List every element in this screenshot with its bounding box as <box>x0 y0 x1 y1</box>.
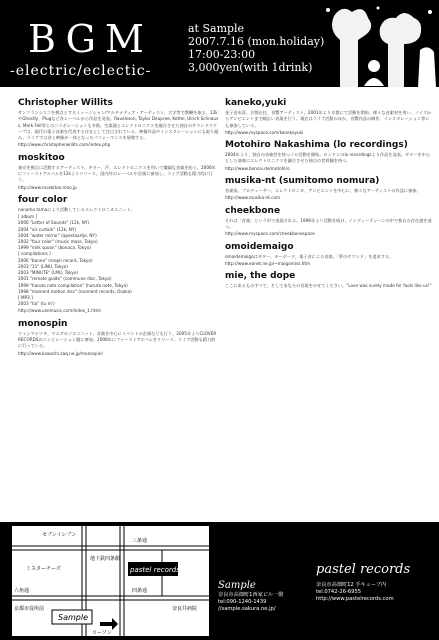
footer <box>0 522 439 640</box>
artist-bio: 東京を拠点に活動するアーティスト。ギター、声、エレクトロニクスを用いて繊細な音楽を紡ぐ。2006年にファーストアルバムを12kよりリリース。国内外のレーベルや企画に参加し、ライブ活動も精力的に行う。 <box>18 164 216 183</box>
map-label: ミスターチーズ <box>26 566 61 572</box>
artist-url: http://www.christopherwillits.com/index.php <box>18 142 111 148</box>
artist-url: http://www.musika-nt.com <box>225 195 281 201</box>
artist-block <box>225 271 433 289</box>
artist-name: monospin <box>18 318 68 329</box>
map-label: 四条通 <box>132 588 148 594</box>
artist-name: cheekbone <box>225 205 281 216</box>
event-subtitle: -electric/eclectic- <box>10 63 152 79</box>
artist-url: http://www.eonet.ne.jp/~maigomiss.htm <box>225 260 311 266</box>
venue-map <box>12 526 209 636</box>
artist-block <box>225 140 433 172</box>
list-item: 2002 "four color" (music mass, Tokyo) <box>18 239 98 245</box>
artist-name: omoidemaigo <box>225 241 294 252</box>
label-address: 奈良市高畑町12 手キューブ内 <box>316 582 387 588</box>
artist-bio: サンフランシスコを拠点とするミュージシャン/マルチメディア・アーティスト。大学等で教鞭を取る。12kやGhostly、Plugなど各レーベルから作品を発表。Rauelsson, Taylor Deupree, Kettel, Ulrich Schnauss, Mark Fell等とのコラボレーションも多数。生楽器とエレクトロニクスを融合させた独自のサウンドスケープは、現代の電子音楽を代表する存在として注目されている。映像作品やインスタレーションにも取り組み、ライブでは音と映像が一体となったパフォーマンスを展開する。 <box>18 110 219 141</box>
event-venue: at Sample <box>188 22 245 35</box>
artist-bio: ウミシマナツキ、マエダのソロユニット。音楽を中心にイベントの企画なども行う。2005年よりCLOVER RECORDSのコンピレーション盤に参加。2006年にファーストアルバムをリリース。ライブ活動も精力的に行っている。 <box>18 330 217 349</box>
artist-url: http://www.myspace.com/cheekbonespace <box>225 231 315 237</box>
event-date: 2007.7.16 (mon.holiday) <box>188 35 325 48</box>
venue-tel: tel:090-1240-1439 <box>218 599 267 606</box>
map-label: 六角通 <box>14 588 30 594</box>
artist-name: musika-nt (sumitomo nomura) <box>225 176 380 187</box>
list-item: 1998 "moment motion disc" (moment records, Osaka) <box>18 288 132 294</box>
artist-bio: 音楽家。プロデューサー。エレクトロニカ、アンビエントを中心に、様々なアーティストの作品に参加。 <box>225 188 421 194</box>
label-url[interactable]: http://www.pastelrecords.com <box>316 596 394 603</box>
artist-block <box>18 98 219 149</box>
list-item: 2006 "bonne" (moph record, Tokyo) <box>18 257 93 263</box>
artist-url: http://www.kawachi.zaq.ne.jp/monospin/ <box>18 350 103 356</box>
artist-block <box>18 153 219 191</box>
left-column <box>18 94 219 357</box>
map-label: pastel records <box>130 566 180 574</box>
arrow-icon <box>100 618 118 630</box>
label-name: pastel records <box>316 562 411 577</box>
list-item: [ compilations ] <box>18 251 51 257</box>
map-label: ローソン <box>92 630 112 636</box>
artist-block <box>18 319 219 357</box>
list-item: 2003 "tia" (tu m') <box>18 301 55 307</box>
map-label: 京都市役所前 <box>14 606 45 612</box>
label-details <box>316 582 394 604</box>
event-title: BGM <box>28 17 153 61</box>
venue-name: Sample <box>218 580 256 591</box>
artist-url: http://www.bonsai.de/motohiro <box>225 165 290 171</box>
artist-name: mie, the dope <box>225 271 296 282</box>
label-tel: tel.0742-26-6955 <box>316 589 362 596</box>
artist-bio: ここにあるものすべて、そしてあなたの音楽をのせてください。"Love was surely made for fools like us!" <box>225 283 432 289</box>
artist-url: http://www.usnmusic.com/index_1.html <box>18 308 101 314</box>
artist-block <box>18 195 219 315</box>
map-drawing <box>12 526 209 636</box>
artist-bio: omoidemaigoはギター、キーボード、電子音による音楽。「夢のサウンド」を追求する。 <box>225 253 394 259</box>
artist-bio: 金子由布喜。京都在住。音響アーティスト。2001年より京都にて活動を開始。様々な音素材を用い、ノイズからアンビエントまで幅広い表現を行う。現在はライブ活動のほか、音響作品の制作、インスタレーション等にも参加している。 <box>225 110 432 128</box>
forest-illustration <box>318 0 439 87</box>
list-item: [ album ] <box>18 214 38 220</box>
artist-name: moskitoo <box>18 152 65 163</box>
header <box>0 0 439 87</box>
artist-url: http://www.moskitoo.moo.jp <box>18 184 77 190</box>
map-label: 奈良井病院 <box>172 606 198 612</box>
list-item: 2003 "11" (LINU, Tokyo) <box>18 263 68 269</box>
artist-url: http://www.myspace.com/kanekoyuki <box>225 129 304 135</box>
list-item: 2003 "MINUTE" (LMU, Tokyo) <box>18 270 79 276</box>
venue-address: 奈良市高畑町1西家ビル一階 <box>218 592 284 598</box>
list-item: 2004 "air curtain" (12k, NY) <box>18 226 77 232</box>
artist-name: Motohiro Nakashima (lo recordings) <box>225 140 408 151</box>
artist-bio: nonamo tamaにより活動しているエレクトロニカユニット。 <box>18 206 135 212</box>
artist-block <box>225 176 433 202</box>
map-label: セブンイレブン <box>42 532 77 538</box>
discography-list <box>18 214 219 307</box>
venue-url[interactable]: //sample.sakura.ne.jp/ <box>218 606 276 613</box>
artist-name: kaneko,yuki <box>225 98 287 108</box>
list-item: 1999 "milk spoon" (bonaca, Tokyo) <box>18 245 91 251</box>
artist-bio: 2004年より、独自の音楽性を持つソロ活動を開始。ロンドンのlo recordingsより作品を発表。ギターを中心とした演奏にエレクトロニクスを融合させた独自の世界観を持つ。 <box>225 152 431 164</box>
map-label: 地下鉄四条駅 <box>90 556 121 562</box>
right-column <box>225 94 433 289</box>
artist-bio: それは「音楽」という形で表現される。1996年より活動を続け、インディーズシーンの中で独自の存在感を放つ。 <box>225 217 432 229</box>
map-label: 三条通 <box>132 538 148 544</box>
event-info <box>188 22 324 74</box>
artist-name: Christopher Willits <box>18 98 113 108</box>
venue-info <box>218 580 284 614</box>
map-label: Sample <box>58 613 88 622</box>
artist-block <box>225 206 433 238</box>
artist-name: four color <box>18 194 68 205</box>
list-item: 2004 "water mirror" (apestaartje, NY) <box>18 232 97 238</box>
list-item: 2006 "Letter of Sounds" (12k, NY) <box>18 220 90 226</box>
list-item: 1999 "haruta note compilation" (haruta note, Tokyo) <box>18 282 128 288</box>
artist-block <box>225 98 433 136</box>
list-item: [ MP3 ] <box>18 294 33 300</box>
event-time: 17:00-23:00 <box>188 48 256 61</box>
event-price: 3,000yen(with 1drink) <box>188 61 313 74</box>
list-item: 2001 "remote guide" (commune disc, Tokyo) <box>18 276 112 282</box>
artist-block <box>225 242 433 268</box>
